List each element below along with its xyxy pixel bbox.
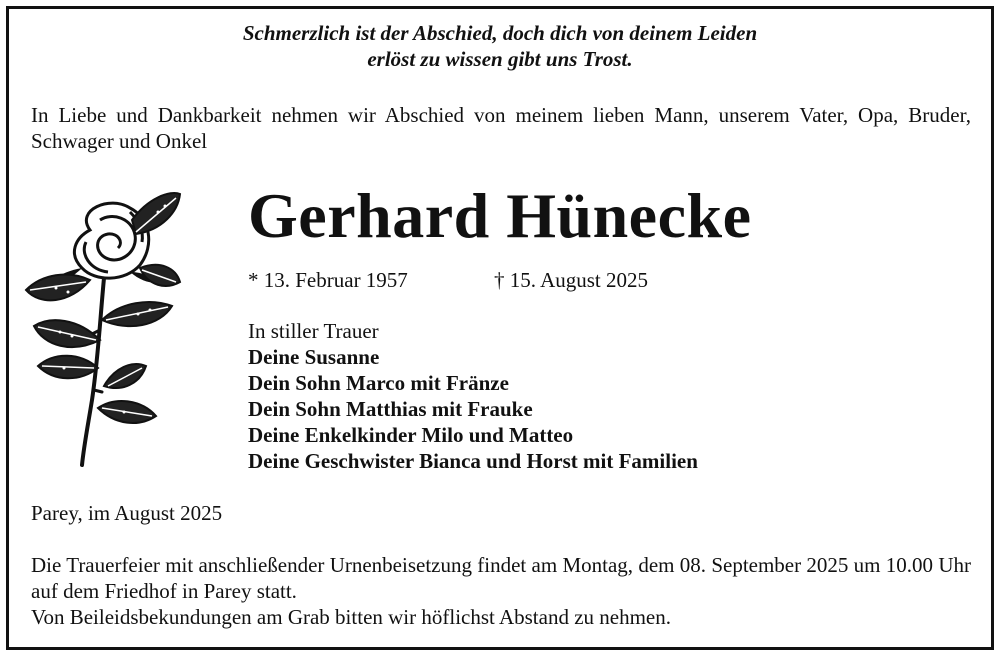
place-date: Parey, im August 2025 xyxy=(31,501,223,525)
mourner-name: Deine Geschwister Bianca und Horst mit Familien xyxy=(248,449,698,473)
ceremony-text: Die Trauerfeier mit anschließender Urnenbeisetzung findet am Montag, dem 08. September 2025 um 10.00 Uhr auf dem Friedhof in Parey statt. xyxy=(31,553,971,603)
intro-text: In Liebe und Dankbarkeit nehmen wir Abschied von meinem lieben Mann, unserem Vater, Opa, Bruder, Schwager und Onkel xyxy=(31,103,971,153)
mourners-block xyxy=(248,318,888,474)
mourner-name: Dein Sohn Matthias mit Frauke xyxy=(248,397,533,421)
motto xyxy=(0,20,1000,72)
mourners-list xyxy=(248,344,888,474)
life-dates xyxy=(248,267,808,293)
death-date: † 15. August 2025 xyxy=(494,268,649,292)
condolence-request: Von Beileidsbekundungen am Grab bitten wir höflichst Abstand zu nehmen. xyxy=(31,605,671,629)
mourner-name: Dein Sohn Marco mit Fränze xyxy=(248,371,509,395)
ceremony-notice xyxy=(31,552,971,630)
birth-date: * 13. Februar 1957 xyxy=(248,268,408,292)
mourner-name: Deine Susanne xyxy=(248,345,380,369)
deceased-name: Gerhard Hünecke xyxy=(248,180,752,251)
motto-line-1: Schmerzlich ist der Abschied, doch dich von deinem Leiden xyxy=(242,21,758,45)
mourning-lead: In stiller Trauer xyxy=(248,319,379,343)
rose-icon xyxy=(20,190,190,470)
motto-line-2: erlöst zu wissen gibt uns Trost. xyxy=(367,47,633,71)
mourner-name: Deine Enkelkinder Milo und Matteo xyxy=(248,423,574,447)
